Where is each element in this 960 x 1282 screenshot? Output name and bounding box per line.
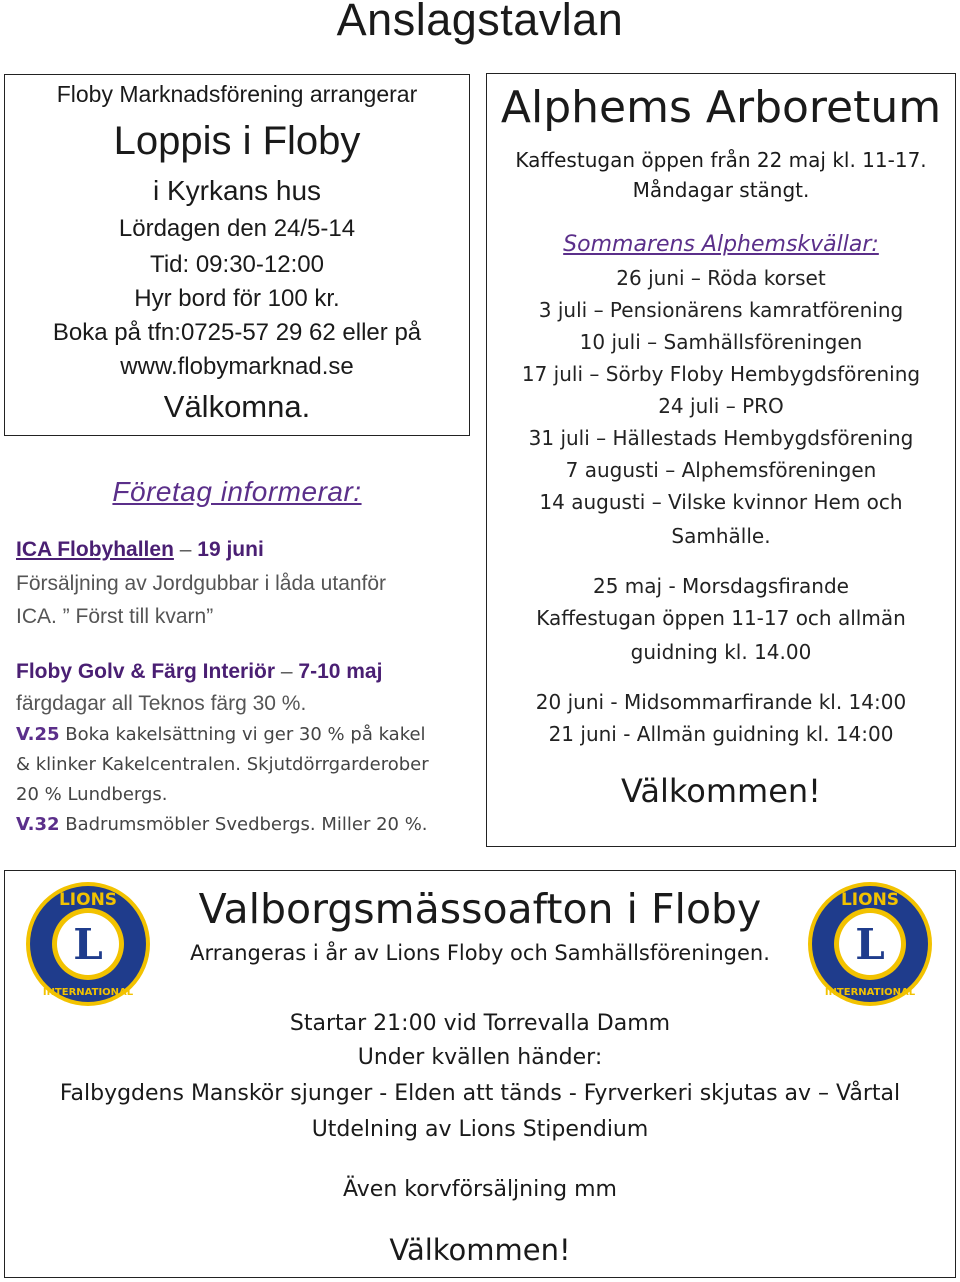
loppis-heading: Loppis i Floby xyxy=(113,119,361,163)
loppis-website: www.flobymarknad.se xyxy=(120,353,354,380)
golv-line: Floby Golv & Färg Interiör – 7-10 maj xyxy=(16,660,383,683)
alphem-notice xyxy=(486,73,956,847)
ica-text-2: ICA. ” Först till kvarn” xyxy=(16,605,214,628)
lions-logo-bottom-text: INTERNATIONAL xyxy=(42,987,134,998)
valborg-food: Även korvförsäljning mm xyxy=(343,1177,617,1202)
lions-logo-icon xyxy=(23,879,153,1009)
foretag-heading: Företag informerar: xyxy=(112,476,362,507)
ica-name: ICA Flobyhallen xyxy=(16,538,174,561)
alphem-cafe: Kaffestugan öppen från 22 maj kl. 11-17. xyxy=(515,148,927,172)
page-title: Anslagstavlan xyxy=(336,0,624,45)
schedule-item: Samhälle. xyxy=(671,524,771,548)
lions-logo-top-text: LIONS xyxy=(58,890,118,910)
valborg-start: Startar 21:00 vid Torrevalla Damm xyxy=(289,1011,671,1036)
v25-text-2: & klinker Kakelcentralen. Skjutdörrgarderober xyxy=(16,754,429,775)
valborg-arranged: Arrangeras i år av Lions Floby och Samhällsföreningen. xyxy=(190,941,770,965)
schedule-item: 24 juli – PRO xyxy=(658,394,784,418)
v25-label: V.25 xyxy=(16,724,60,745)
loppis-organizer: Floby Marknadsförening arrangerar xyxy=(56,81,418,107)
lions-logo-icon xyxy=(805,879,935,1009)
loppis-date: Lördagen den 24/5-14 xyxy=(118,215,356,242)
alphem-welcome: Välkommen! xyxy=(620,772,821,810)
v25-text-3: 20 % Lundbergs. xyxy=(16,784,168,805)
loppis-time: Tid: 09:30-12:00 xyxy=(150,251,324,278)
alphem-evenings-heading: Sommarens Alphemskvällar: xyxy=(563,232,879,257)
schedule-item: 31 juli – Hällestads Hembygdsförening xyxy=(528,426,914,450)
golv-name: Floby Golv & Färg Interiör xyxy=(16,660,276,683)
loppis-welcome: Välkomna. xyxy=(163,389,311,424)
v25-line xyxy=(16,724,476,745)
mothers-text-1: Kaffestugan öppen 11-17 och allmän xyxy=(536,606,906,630)
loppis-booking: Boka på tfn:0725-57 29 62 eller på xyxy=(52,319,422,346)
schedule-item: 17 juli – Sörby Floby Hembygdsförening xyxy=(521,362,921,386)
lions-logo-letter: L xyxy=(855,920,885,969)
lions-logo-bottom-text: INTERNATIONAL xyxy=(824,987,916,998)
valborg-heading: Valborgsmässoafton i Floby xyxy=(198,885,762,933)
schedule-item: 14 augusti – Vilske kvinnor Hem och xyxy=(539,490,903,514)
ica-text-1: Försäljning av Jordgubbar i låda utanför xyxy=(16,572,387,595)
mothers-day: 25 maj - Morsdagsfirande xyxy=(593,574,849,598)
loppis-place: i Kyrkans hus xyxy=(152,175,322,206)
schedule-item: 3 juli – Pensionärens kamratförening xyxy=(538,298,904,322)
lions-logo-top-text: LIONS xyxy=(840,890,900,910)
valborg-program: Falbygdens Manskör sjunger - Elden att tänds - Fyrverkeri skjutas av – Vårtal xyxy=(59,1081,901,1106)
midsummer: 20 juni - Midsommarfirande kl. 14:00 xyxy=(535,690,907,714)
loppis-price: Hyr bord för 100 kr. xyxy=(134,285,340,312)
golv-text-1: färgdagar all Teknos färg 30 %. xyxy=(16,692,307,715)
schedule-item: 7 augusti – Alphemsföreningen xyxy=(565,458,877,482)
valborg-notice xyxy=(4,870,956,1278)
v25-text: Boka kakelsättning vi ger 30 % på kakel xyxy=(65,724,426,745)
valborg-stipend: Utdelning av Lions Stipendium xyxy=(311,1117,649,1142)
v32-text: Badrumsmöbler Svedbergs. Miller 20 %. xyxy=(65,814,428,835)
alphem-heading: Alphems Arboretum xyxy=(500,82,942,133)
v32-line xyxy=(16,814,476,835)
v32-label: V.32 xyxy=(16,814,60,835)
guided-tour: 21 juni - Allmän guidning kl. 14:00 xyxy=(548,722,894,746)
ica-date: 19 juni xyxy=(197,538,264,561)
schedule-item: 10 juli – Samhällsföreningen xyxy=(579,330,863,354)
valborg-during: Under kvällen händer: xyxy=(357,1045,603,1070)
lions-logo-letter: L xyxy=(73,920,103,969)
loppis-notice xyxy=(4,74,470,436)
schedule-item: 26 juni – Röda korset xyxy=(616,266,826,290)
ica-line: ICA Flobyhallen – 19 juni xyxy=(16,538,264,561)
golv-date: 7-10 maj xyxy=(298,660,383,683)
alphem-closed: Måndagar stängt. xyxy=(632,178,810,202)
mothers-text-2: guidning kl. 14.00 xyxy=(630,640,812,664)
valborg-welcome: Välkommen! xyxy=(389,1233,571,1267)
